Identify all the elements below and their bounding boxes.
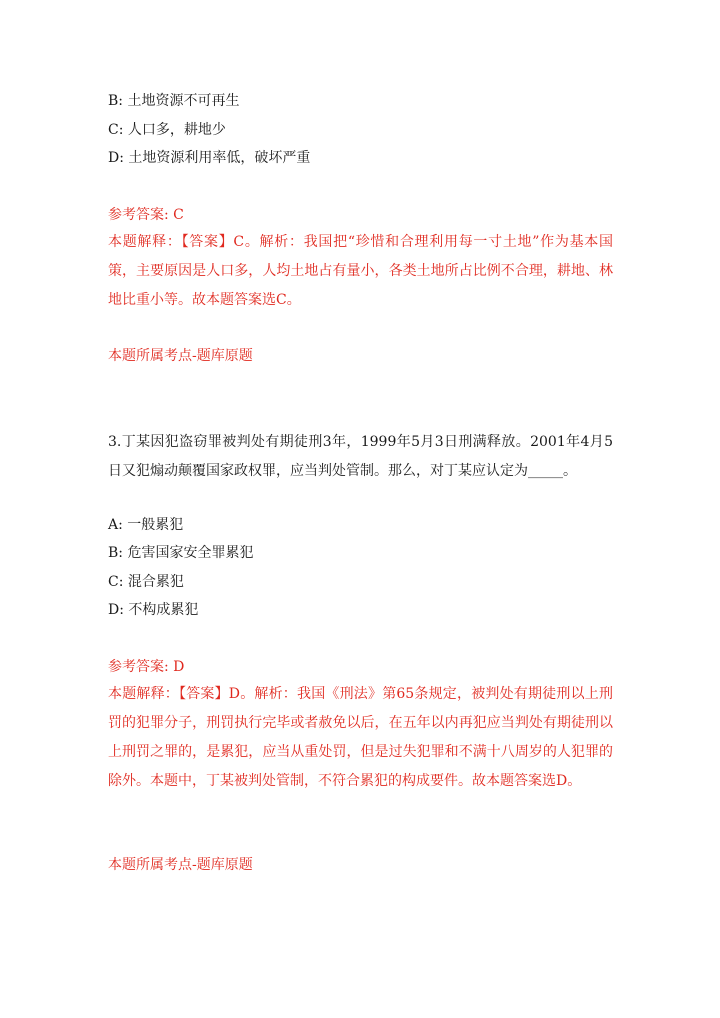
q2-option-c: C: 人口多，耕地少 [108,122,226,138]
q3-explanation: 本题解释：【答案】D。解析：我国《刑法》第65条规定，被判处有期徒刑以上刑罚的犯罪分子，刑罚执行完毕或者赦免以后，在五年以内再犯应当判处有期徒刑以上刑罚之罪的，是累犯，应当从重处罚，但是过失犯罪和不满十八周岁的人犯罪的除外。本题中，丁某被判处管制，不符合累犯的构成要件。故本题答案选D。 [108,686,613,789]
q3-answer: 参考答案: D [108,659,185,675]
q3-option-a: A: 一般累犯 [108,517,184,533]
q2-explanation: 本题解释：【答案】C。解析：我国把“珍惜和合理利用每一寸土地”作为基本国策，主要原因是人口多，人均土地占有量小，各类土地所占比例不合理，耕地、林地比重小等。故本题答案选C。 [108,234,613,308]
q2-answer: 参考答案: C [108,207,184,223]
q3-option-d: D: 不构成累犯 [108,602,199,618]
q3-option-c: C: 混合累犯 [108,574,184,590]
q3-stem: 3.丁某因犯盗窃罪被判处有期徒刑3年，1999年5月3日刑满释放。2001年4月5日又犯煽动颠覆国家政权罪，应当判处管制。那么，对丁某应认定为_____。 [108,434,613,479]
q3-option-b: B: 危害国家安全罪累犯 [108,545,254,561]
q3-source-tag: 本题所属考点-题库原题 [108,857,253,873]
q2-source-tag: 本题所属考点-题库原题 [108,348,253,364]
q2-option-d: D: 土地资源利用率低，破坏严重 [108,150,311,166]
q2-option-b: B: 土地资源不可再生 [108,93,240,109]
